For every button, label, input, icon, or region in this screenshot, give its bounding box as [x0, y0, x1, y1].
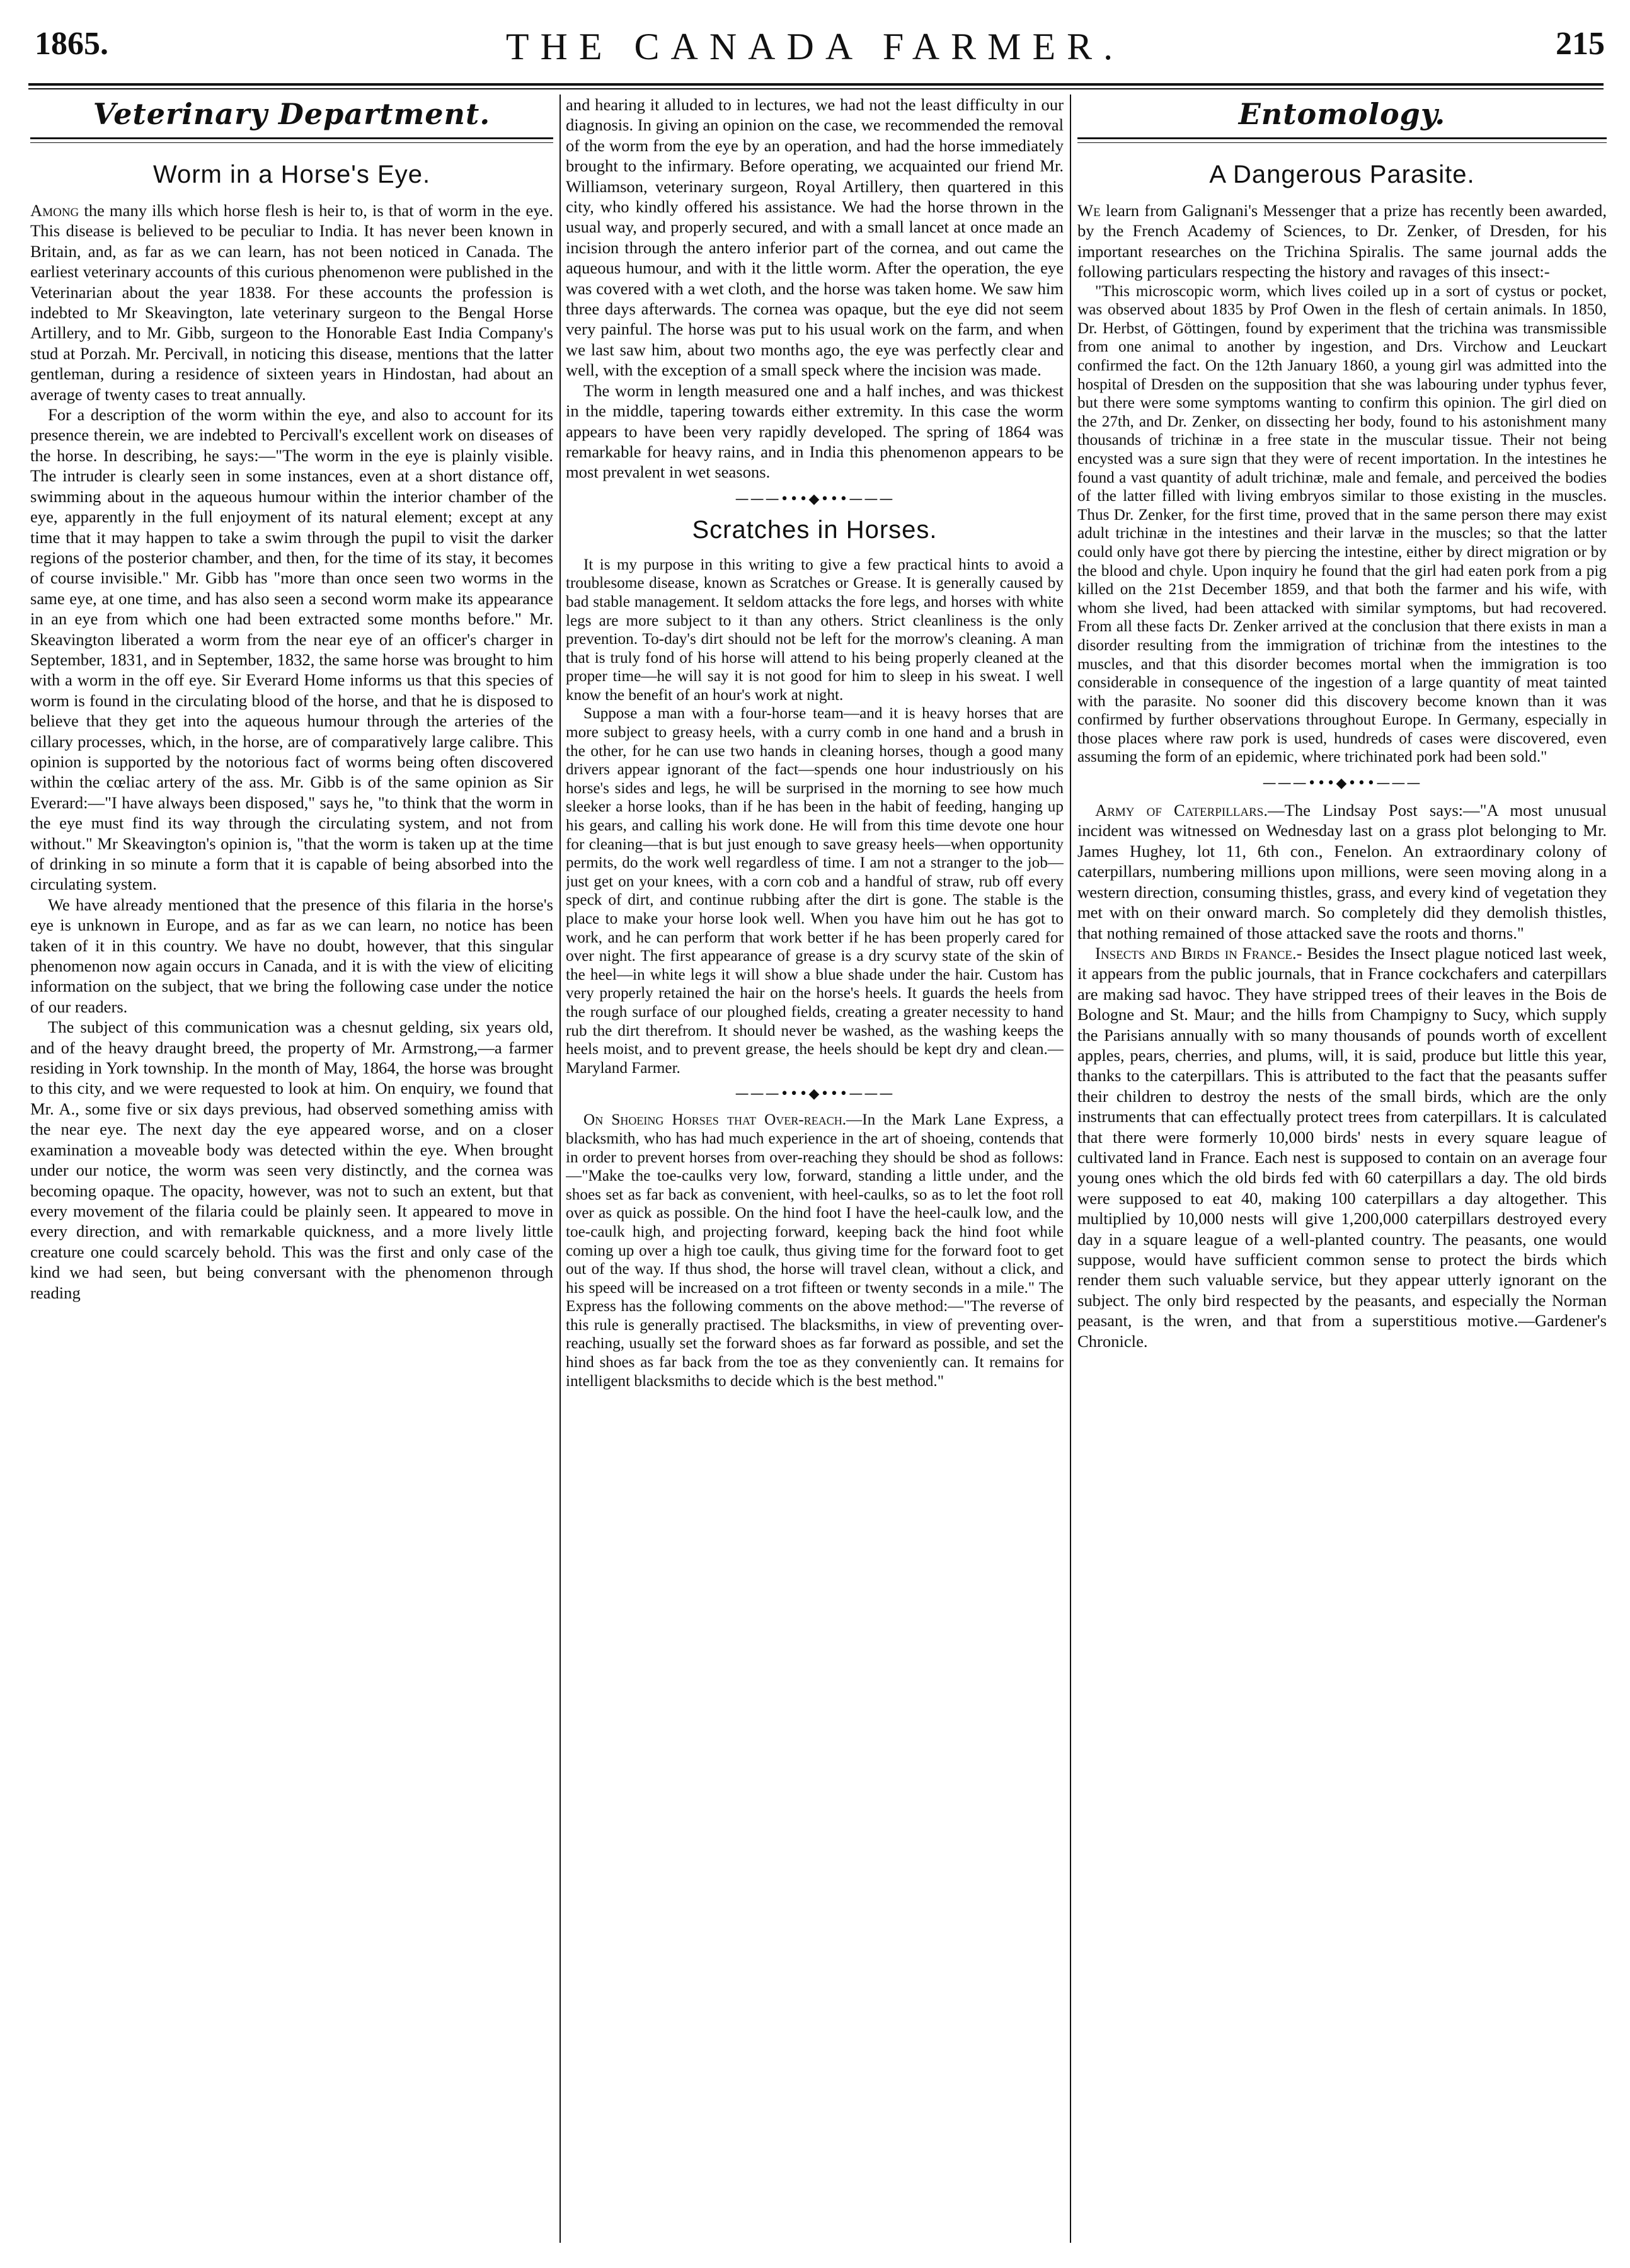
header-rule-top [28, 83, 1604, 86]
article-paragraph: The subject of this communication was a chesnut gelding, six years old, and of the heavy draught breed, the property of Mr. Armstrong,—a farmer residing in York township. In the month of May, 1864, the horse was brought to this city, and we were requested to look at him. On enquiry, we found that Mr. A., some five or six days previous, had observed something amiss with the near eye. The next day the eye appeared worse, and on a closer examination a moveable body was detected within the eye. When brought under our notice, the worm was seen very distinctly, and the cornea was becoming opaque. The opacity, however, was not to such an extent, but that every movement of the filaria could be plainly seen. It appeared to move in every direction, and with remarkable quickness, and a more lively little creature one could scarcely behold. This was the first and only case of the kind we had seen, but being conversant with the phenomenon through reading [30, 1017, 553, 1302]
article-paragraph: Among the many ills which horse flesh is heir to, is that of worm in the eye. This disease is believed to be peculiar to India. It has never been known in Britain, and, as far as we can learn, has not been noticed in Canada. The earliest veterinary accounts of this curious phenomenon were published in the Veterinarian about the year 1838. For these accounts the profession is indebted to Mr Skeavington, late veterinary surgeon to the Bengal Horse Artillery, and to Mr. Gibb, surgeon to the Honorable East India Company's stud at Porzah. Mr. Percivall, in noticing this disease, mentions that the latter gentleman, during a residence of sixteen years in Hindostan, had about an average of twenty cases to treat annually. [30, 201, 553, 404]
article-paragraph: We have already mentioned that the presence of this filaria in the horse's eye is unknown in Europe, and as far as we can learn, no notice has been taken of it in this country. We have no doubt, however, that this singular phenomenon now again occurs in Canada, and it is with the view of eliciting information on the subject, that we bring the following case under the notice of our readers. [30, 895, 553, 1016]
article-paragraph: The worm in length measured one and a half inches, and was thickest in the middle, tapering towards either extremity. In this case the worm appears to have been very rapidly developed. The spring of 1864 was remarkable for heavy rains, and in India this phenomenon appears to be most prevalent in wet seasons. [566, 381, 1064, 482]
paragraph-lead: Insects and Birds in France. [1095, 943, 1297, 963]
article-paragraph: For a description of the worm within the eye, and also to account for its presence therein, we are indebted to Percivall's excellent work on diseases of the horse. In describing, he says:—"The worm in the eye is plainly visible. The intruder is clearly seen in some instances, even at a short distance off, swimming about in the aqueous humour within the interior chamber of the eye, apparently in the full enjoyment of its natural element; except at any time that it may happen to take a swim through the pupil to visit the darker regions of the posterior chamber, and then, for the time of its stay, it becomes of course invisible." Mr. Gibb has "more than once seen two worms in the same eye, at one time, and has also seen a second worm make its appearance in an eye from which one had been extracted some months before." Mr. Skeavington liberated a worm from the near eye of an officer's charger in September, 1831, and in September, 1832, the same horse was brought to him with a worm in the off eye. Sir Everard Home informs us that this species of worm is found in the circulating blood of the horse, and that he is disposed to believe that they get into the aqueous humour through the arteries of the cillary processes, which, in the horse, are of comparatively large calibre. This opinion is supported by the notorious fact of worms being often discovered within the cœliac artery of the ass. Mr. Gibb is of the same opinion as Sir Everard:—"I have always been disposed," says he, "to think that the worm in the eye must find its way through the circulating system, and not from without." Mr Skeavington's opinion is, "that the worm is taken up at the time of drinking in so minute a form that it is capable of being absorbed into the circulating system. [30, 405, 553, 894]
paragraph-lead: Among [30, 201, 79, 220]
issue-year: 1865. [35, 26, 108, 62]
column-divider-1 [560, 94, 561, 2243]
paragraph-lead: We [1077, 201, 1101, 220]
article-headline: A Dangerous Parasite. [1209, 161, 1475, 188]
article-paragraph: It is my purpose in this writing to give a few practical hints to avoid a troublesome disease, known as Scratches or Grease. It is generally caused by bad stable management. It seldom attacks the fore legs, and horses with white legs are more subject to it than any others. Strict cleanliness is the only prevention. To-day's dirt should not be left for the morrow's cleaning. A man that is truly fond of his horse will attend to his being properly cleaned at the proper time—he will say it is not good for him to sleep in his sweat. I well know the benefit of an hour's work at night. [566, 556, 1064, 704]
column-veterinary [30, 94, 553, 2249]
department-title: Entomology. [1238, 97, 1446, 131]
masthead-title: THE CANADA FARMER. [505, 26, 1125, 67]
article-headline: Scratches in Horses. [692, 515, 938, 544]
article-paragraph: Army of Caterpillars.—The Lindsay Post says:—"A most unusual incident was witnessed on Wednesday last on a grass plot belonging to Mr. James Hughey, lot 11, 6th con., Fenelon. An extraordinary colony of caterpillars, numbering millions upon millions, were seen moving along in a western direction, consuming thistles, grass, and every kind of vegetation they met with on their onward march. So completely did they demolish thistles, that nothing remained of those attacked save the roots and thorns." [1077, 801, 1607, 942]
article-paragraph: and hearing it alluded to in lectures, we had not the least difficulty in our diagnosis. In giving an opinion on the case, we recommended the removal of the worm from the eye by an operation, and had the horse immediately brought to the infirmary. Before operating, we acquainted our friend Mr. Williamson, veterinary surgeon, Royal Artillery, then quartered in this city, who kindly offered his assistance. We had the horse thrown in the usual way, and properly secured, and with a small lancet at once made an incision through the antero inferior part of the cornea, and out came the aqueous humour, and with it the little worm. After the operation, the eye was covered with a wet cloth, and the horse was taken home. We saw him three days afterwards. The cornea was opaque, but the eye did not seem very painful. The horse was put to his usual work on the farm, and when we last saw him, about two months ago, the eye was perfectly clear and well, with the exception of a small speck where the incision was made. [566, 95, 1064, 380]
article-headline: Worm in a Horse's Eye. [152, 161, 431, 188]
column-entomology [1077, 94, 1607, 2249]
department-rule [30, 137, 553, 143]
article-paragraph: Suppose a man with a four-horse team—and it is heavy horses that are more subject to greasy heels, with a curry comb in one hand and a brush in the other, for he can use two hands in cleaning horses, though a good many drivers appear ignorant of the fact—spends one hour industriously on his horse's sides and legs, he will be surprised in the morning to see how much sleeker a horse looks, than if he has been in the habit of feeding, hanging up his gears, and calling his work done. He will from this time devote one hour for cleaning—that is but just enough to save greasy heels—when opportunity permits, do the work well regardless of time. I am not a stranger to the job—just get on your knees, with a corn cob and a handful of straw, rub off every speck of dirt, and continue rubbing after the dirt is gone. The stable is the place to make your horse look well. When you have him out he has got to work, and he can perform that work better if he has been properly cared for over night. The first appearance of grease is a dry scurvy state of the skin of the heel—in white legs it will show a blue shade under the hair. Custom has very properly retained the hair on the horse's heels. It guards the heels from the rough surface of our ploughed fields, creating a greater necessity to hand rub the dirt therefrom. It should never be washed, as the washing keeps the heels moist, and to prevent grease, the heels should be kept dry and clean.—Maryland Farmer. [566, 705, 1064, 1077]
article-paragraph: Insects and Birds in France.- Besides the Insect plague noticed last week, it appears from the public journals, that in France cockchafers and caterpillars are making sad havoc. They have stripped trees of their leaves in the Bois de Bologne and St. Maur; and the hills from Champigny to Sucy, which supply the Parisians annually with so many thousands of pounds worth of excellent apples, pears, cherries, and plums, will, it is said, produce but little this year, thanks to the caterpillars. This is attributed to the fact that the peasants suffer their children to destroy the nests of the small birds, which are the only instruments that can effectually protect trees from caterpillars. It is calculated that there were formerly 10,000 birds' nests in every square league of cultivated land in France. Each nest is supposed to contain on an average four young ones which the old birds fed with 60 caterpillars a day. The old birds were supposed to eat 40, making 100 caterpillars a day altogether. This multiplied by 10,000 nests will give 1,200,000 caterpillars destroyed every day in a square league of a well-planted country. The peasants, one would suppose, would have sufficient common sense to protect the birds which render them such valuable service, but they appear utterly ignorant on the subject. The only bird respected by the peasants, and especially the Norman peasant, is the wren, and that from a superstitious motive.—Gardener's Chronicle. [1077, 943, 1607, 1351]
ornament-divider: ———•••◆•••——— [735, 491, 895, 507]
article-paragraph: "This microscopic worm, which lives coiled up in a sort of cystus or pocket, was observed about 1835 by Prof Owen in the flesh of certain animals. In 1850, Dr. Herbst, of Göttingen, found by experiment that the trichina was transmissible from one animal to another by ingestion, and Drs. Virchow and Leuckart confirmed the fact. On the 12th January 1860, a young girl was admitted into the hospital of Dresden on the supposition that she was labouring under typhus fever, but there were some symptoms wanting to confirm this opinion. The girl died on the 27th, and Dr. Zenker, on dissecting her body, found to his astonishment many thousands of trichinæ in a free state in the muscular tissue. Their not being encysted was a sure sign that they were of recent importation. In the intestines he found a vast quantity of adult trichinæ, male and female, and perceived the bodies of the latter filled with living embryos similar to those existing in the muscles. Thus Dr. Zenker, for the first time, proved that in the same person there may exist adult trichinæ in the intestines and their larvæ in the muscles; so that the latter could only have got there by piercing the intestine, either by direct migration or by the blood and chyle. Upon inquiry he found that the girl had eaten pork from a pig killed on the 21st December 1859, and that both the farmer and his wife, with whom she lived, had been attacked with similar symptoms, but had recovered. From all these facts Dr. Zenker arrived at the conclusion that there exists in man a disorder resulting from the immigration of trichinæ from the intestines to the muscles, and that this disorder becomes mortal when the immigration is too considerable in consequence of the ingestion of a large quantity of meat tainted with the parasite. No sooner did this discovery become known than it was confirmed by further observations throughout Europe. In Germany, especially in those places where raw pork is used, hundreds of cases were discovered, even assuming the form of an epidemic, where trichinated pork had been sold." [1077, 282, 1607, 766]
column-divider-2 [1070, 94, 1071, 2243]
article-paragraph: On Shoeing Horses that Over-reach.—In the Mark Lane Express, a blacksmith, who has had much experience in the art of shoeing, contends that in order to prevent horses from over-reaching they should be shod as follows:—"Make the toe-caulks very low, forward, standing a little under, and the shoes set as far back as convenient, with heel-caulks, so as to let the foot roll over as quick as possible. On the hind foot I have the heel-caulk low, and the toe-caulk high, and projecting forward, keeping back the hind foot while coming up over a high toe caulk, thus giving time for the forward foot to get out of the way. If thus shod, the horse will travel clean, without a click, and his speed will be increased on a trot fifteen or twenty seconds in a mile." The Express has the following comments on the above method:—"The reverse of this rule is generally practised. The blacksmiths, in view of preventing over-reaching, usually set the forward shoes as far forward as possible, and set the hind shoes as far back from the toe as they conveniently can. It remains for intelligent blacksmiths to decide which is the best method." [566, 1111, 1064, 1390]
page-number: 215 [1556, 26, 1605, 62]
ornament-divider: ———•••◆•••——— [735, 1086, 895, 1102]
paragraph-lead: Army of Caterpillars. [1095, 801, 1268, 820]
column-middle [566, 94, 1064, 2249]
department-rule [1077, 137, 1607, 143]
paragraph-lead: On Shoeing Horses that Over-reach. [583, 1111, 847, 1129]
header-rule-bottom [28, 88, 1604, 89]
article-paragraph: We learn from Galignani's Messenger that a prize has recently been awarded, by the French Academy of Sciences, to Dr. Zenker, of Dresden, for his important researches on the Trichina Spiralis. The same journal adds the following particulars respecting the history and ravages of this insect:- [1077, 201, 1607, 282]
ornament-divider: ———•••◆•••——— [1262, 776, 1422, 792]
department-title: Veterinary Department. [93, 97, 491, 131]
